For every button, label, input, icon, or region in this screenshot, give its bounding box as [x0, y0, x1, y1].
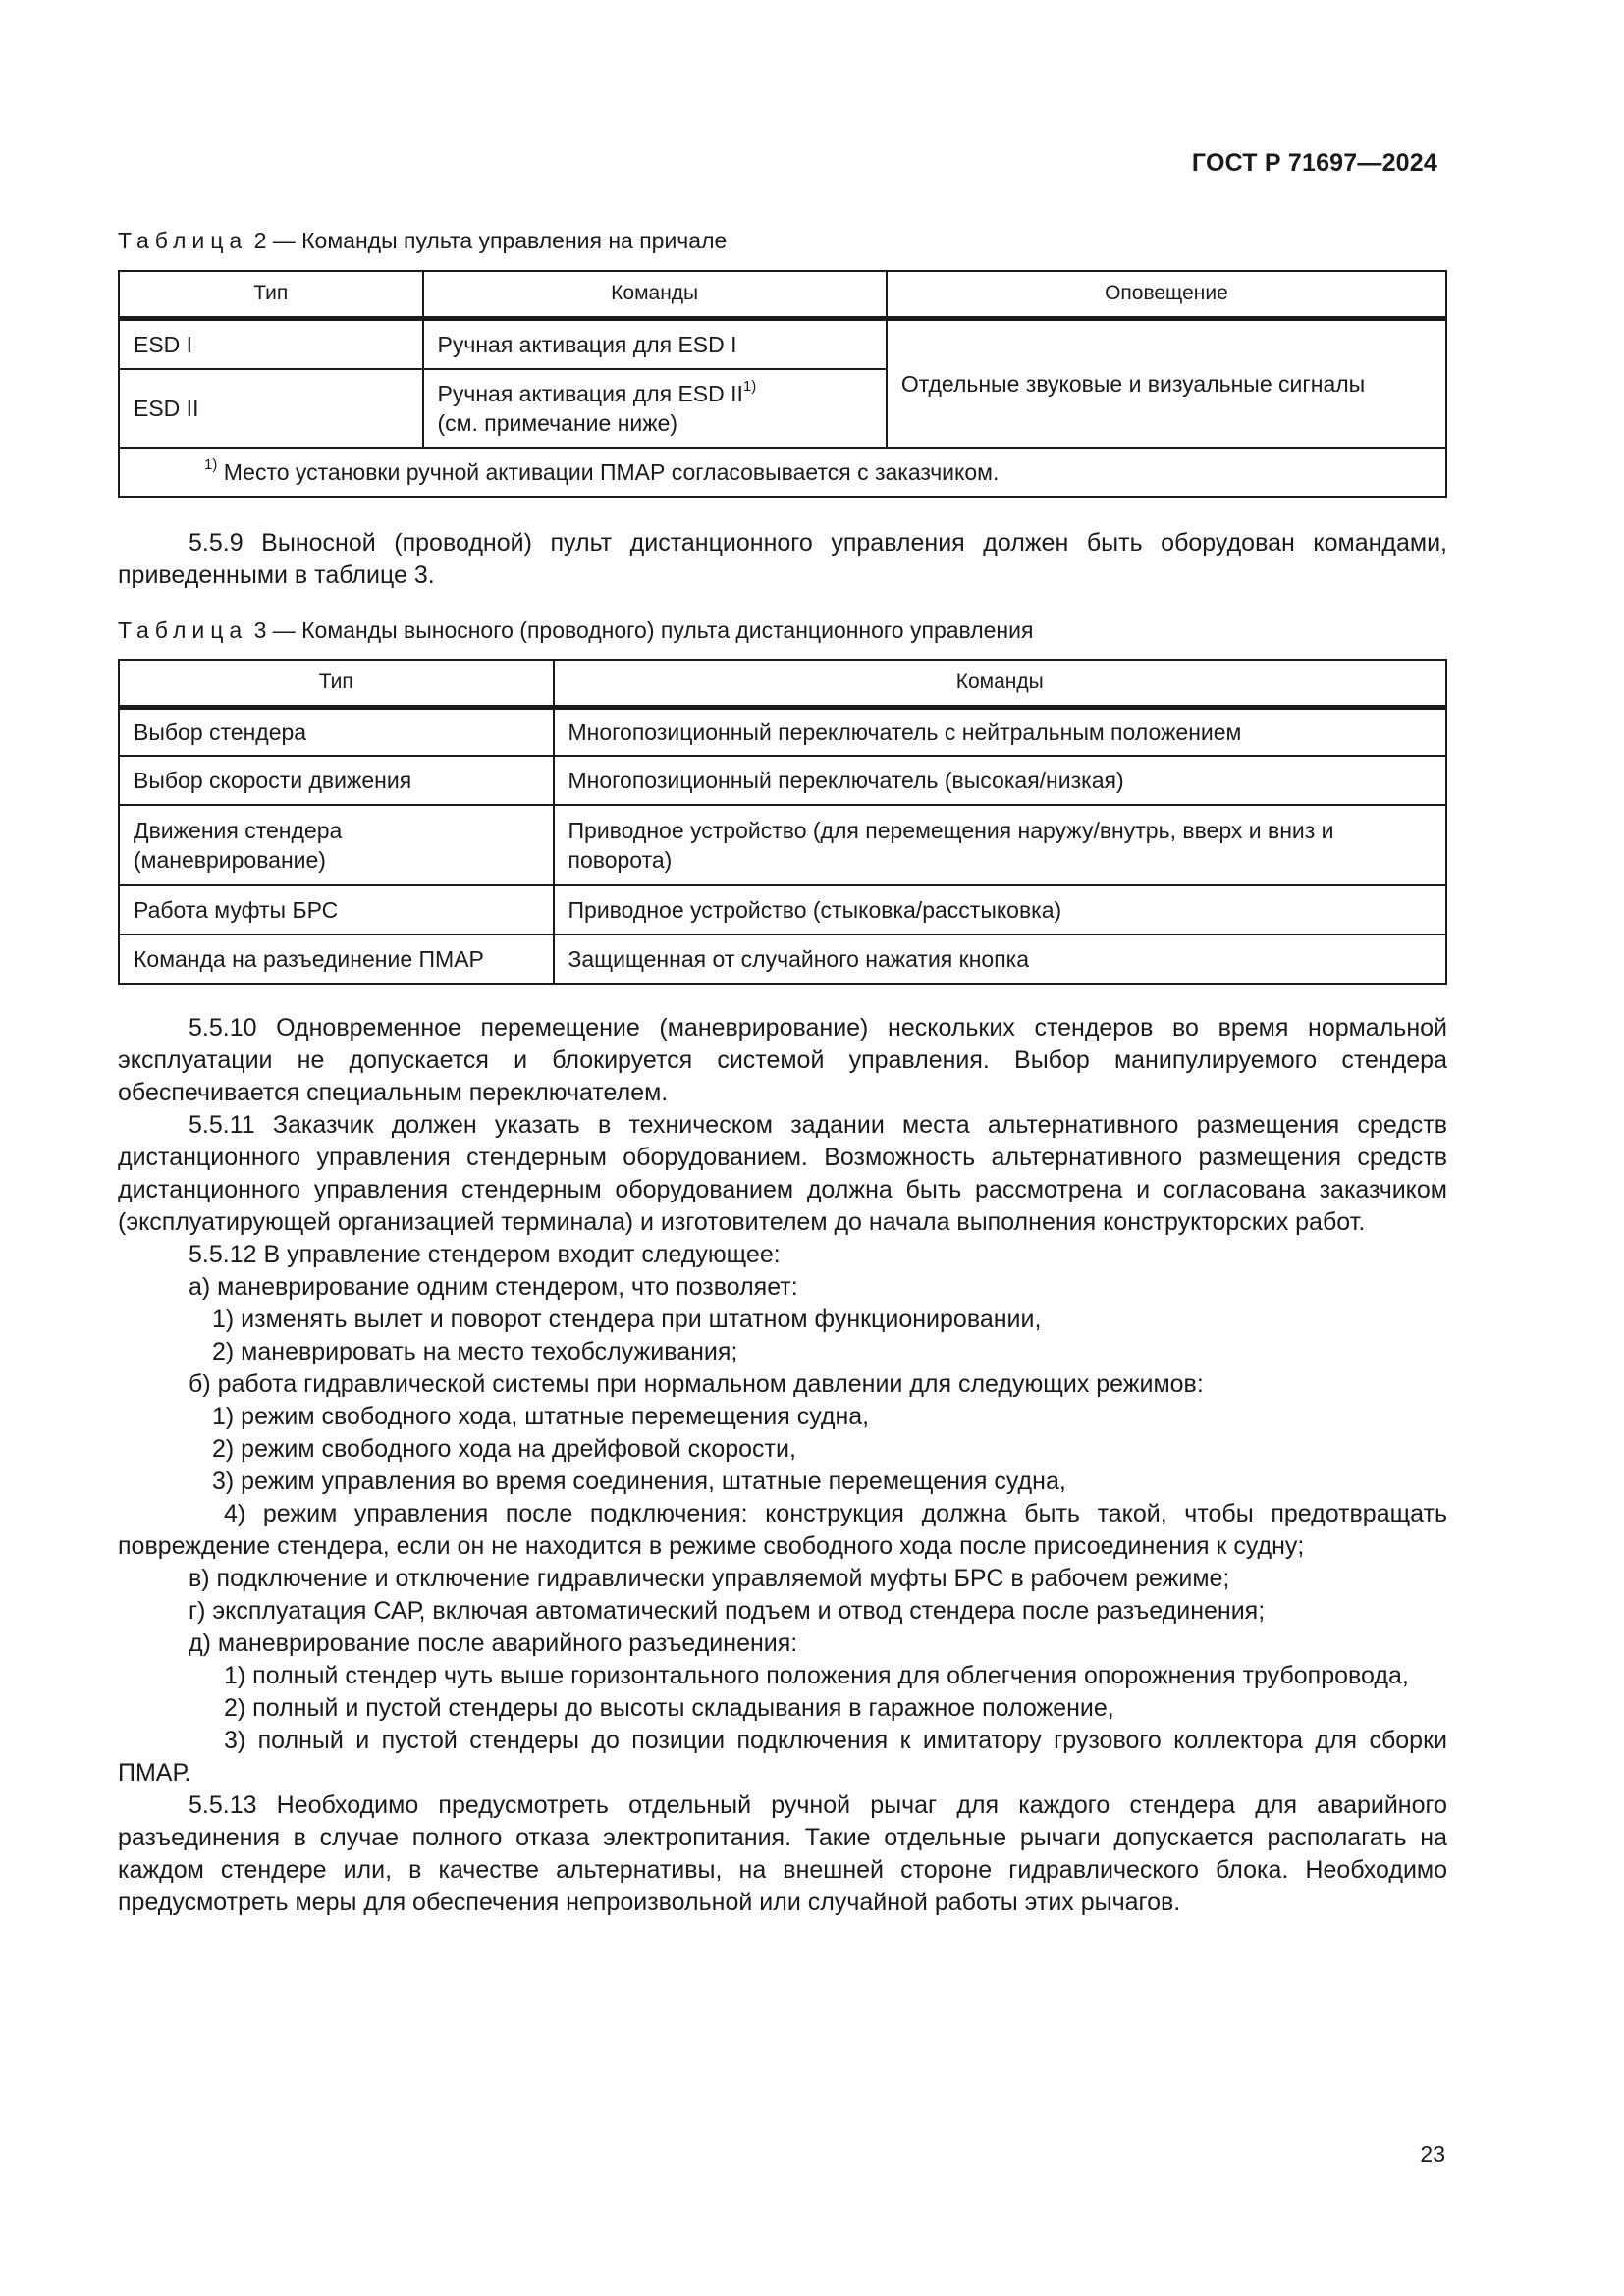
table2-footnote	[119, 448, 1446, 497]
list-item-d: д) маневрирование после аварийного разъединения:	[189, 1629, 798, 1657]
list-item-d2: 2) полный и пустой стендеры до высоты складывания в гаражное положение,	[224, 1694, 1114, 1722]
table2-command-line1: Ручная активация для ESD II	[437, 381, 743, 406]
list-item-b2: 2) режим свободного хода на дрейфовой скорости,	[212, 1435, 796, 1463]
table2-footnote-row	[119, 448, 1446, 497]
list-item-b3: 3) режим управления во время соединения, штатные перемещения судна,	[212, 1468, 1066, 1495]
table-row	[119, 756, 1446, 805]
table3-cell-type: Команда на разъединение ПМАР	[119, 934, 554, 984]
table3-header-row	[119, 660, 1446, 707]
table2-cell-alert: Отдельные звуковые и визуальные сигналы	[887, 318, 1446, 448]
table2-header-alert: Оповещение	[887, 271, 1446, 318]
table-row	[119, 805, 1446, 885]
list-item-g: г) эксплуатация САР, включая автоматический подъем и отвод стендера после разъединения;	[189, 1597, 1266, 1625]
list-item-a1: 1) изменять вылет и поворот стендера при штатном функционировании,	[212, 1306, 1042, 1333]
paragraph-5-5-12: 5.5.12 В управление стендером входит следующее:	[189, 1241, 781, 1268]
table2-cell-command	[423, 369, 887, 448]
paragraph-5-5-10: 5.5.10 Одновременное перемещение (маневрирование) нескольких стендеров во время нормальной эксплуатации не допускается и блокируется системой управления. Выбор манипулируемого стендера обеспечивается специальным переключателем.	[118, 1014, 1447, 1106]
table3-cell-type: Работа муфты БРС	[119, 885, 554, 934]
table3	[118, 659, 1447, 985]
list-item-b4: 4) режим управления после подключения: конструкция должна быть такой, чтобы предотвращать повреждение стендера, если он не находится в режиме свободного хода после присоединения к судну;	[118, 1500, 1447, 1560]
table2-cell-type: ESD I	[119, 318, 423, 369]
table2-caption	[118, 228, 727, 254]
document-code: ГОСТ Р 71697—2024	[1191, 149, 1437, 177]
table2-header-type: Тип	[119, 271, 423, 318]
table2-cell-command: Ручная активация для ESD I	[423, 318, 887, 369]
paragraph-5-5-9: 5.5.9 Выносной (проводной) пульт дистанционного управления должен быть оборудован командами, приведенными в таблице 3.	[118, 529, 1447, 589]
table3-header-type: Тип	[119, 660, 554, 707]
table2-caption-title: 2 — Команды пульта управления на причале	[247, 228, 728, 253]
table-row	[119, 707, 1446, 756]
list-item-d1: 1) полный стендер чуть выше горизонтального положения для облегчения опорожнения трубопровода,	[224, 1662, 1409, 1689]
body-text	[118, 1012, 1447, 1919]
table3-cell-command: Защищенная от случайного нажатия кнопка	[554, 934, 1447, 984]
table3-cell-command: Многопозиционный переключатель с нейтральным положением	[554, 707, 1447, 756]
list-item-v: в) подключение и отключение гидравлически управляемой муфты БРС в рабочем режиме;	[189, 1565, 1230, 1592]
table-row	[119, 318, 1446, 369]
table2	[118, 270, 1447, 498]
table3-caption-prefix: Таблица	[118, 617, 248, 643]
paragraph-5-5-13: 5.5.13 Необходимо предусмотреть отдельный ручной рычаг для каждого стендера для аварийного разъединения в случае полного отказа электропитания. Такие отдельные рычаги допускается располагать на каждом стендере или, в качестве альтернативы, на внешней стороне гидравлического блока. Необходимо предусмотреть меры для обеспечения непроизвольной или случайной работы этих рычагов.	[118, 1791, 1447, 1916]
paragraph-5-5-11: 5.5.11 Заказчик должен указать в техническом задании места альтернативного размещения средств дистанционного управления стендерным оборудованием. Возможность альтернативного размещения средств дистанционного управления стендерным оборудованием должна быть рассмотрена и согласована заказчиком (эксплуатирующей организацией терминала) и изготовителем до начала выполнения конструкторских работ.	[118, 1111, 1447, 1236]
table-row	[119, 885, 1446, 934]
table3-caption	[118, 617, 1033, 644]
table2-header-row	[119, 271, 1446, 318]
page-number: 23	[1420, 2141, 1445, 2166]
table3-caption-title: 3 — Команды выносного (проводного) пульта дистанционного управления	[247, 617, 1034, 643]
list-item-b1: 1) режим свободного хода, штатные перемещения судна,	[212, 1403, 870, 1430]
table3-cell-command: Многопозиционный переключатель (высокая/низкая)	[554, 756, 1447, 805]
table3-type-line2: (маневрирование)	[134, 847, 326, 873]
table3-cell-command: Приводное устройство (стыковка/расстыковка)	[554, 885, 1447, 934]
list-item-a: а) маневрирование одним стендером, что позволяет:	[189, 1273, 798, 1301]
footnote-ref: 1)	[742, 378, 757, 396]
footnote-text: Место установки ручной активации ПМАР согласовывается с заказчиком.	[217, 459, 1000, 485]
list-item-a2: 2) маневрировать на место техобслуживания;	[212, 1338, 738, 1365]
footnote-mark: 1)	[204, 456, 218, 474]
table3-type-line1: Движения стендера	[134, 818, 343, 843]
list-item-d3: 3) полный и пустой стендеры до позиции подключения к имитатору грузового коллектора для сборки ПМАР.	[118, 1727, 1447, 1787]
table-row	[119, 934, 1446, 984]
table3-header-commands: Команды	[554, 660, 1447, 707]
table2-command-line2: (см. примечание ниже)	[437, 410, 678, 436]
table3-cell-command: Приводное устройство (для перемещения наружу/внутрь, вверх и вниз и поворота)	[554, 805, 1447, 885]
table3-cell-type: Выбор скорости движения	[119, 756, 554, 805]
table3-cell-type: Выбор стендера	[119, 707, 554, 756]
table2-cell-type: ESD II	[119, 369, 423, 448]
table2-header-commands: Команды	[423, 271, 887, 318]
list-item-b: б) работа гидравлической системы при нормальном давлении для следующих режимов:	[189, 1370, 1204, 1398]
paragraph-5-5-9-block	[118, 527, 1447, 592]
table2-caption-prefix: Таблица	[118, 228, 248, 253]
table3-cell-type	[119, 805, 554, 885]
